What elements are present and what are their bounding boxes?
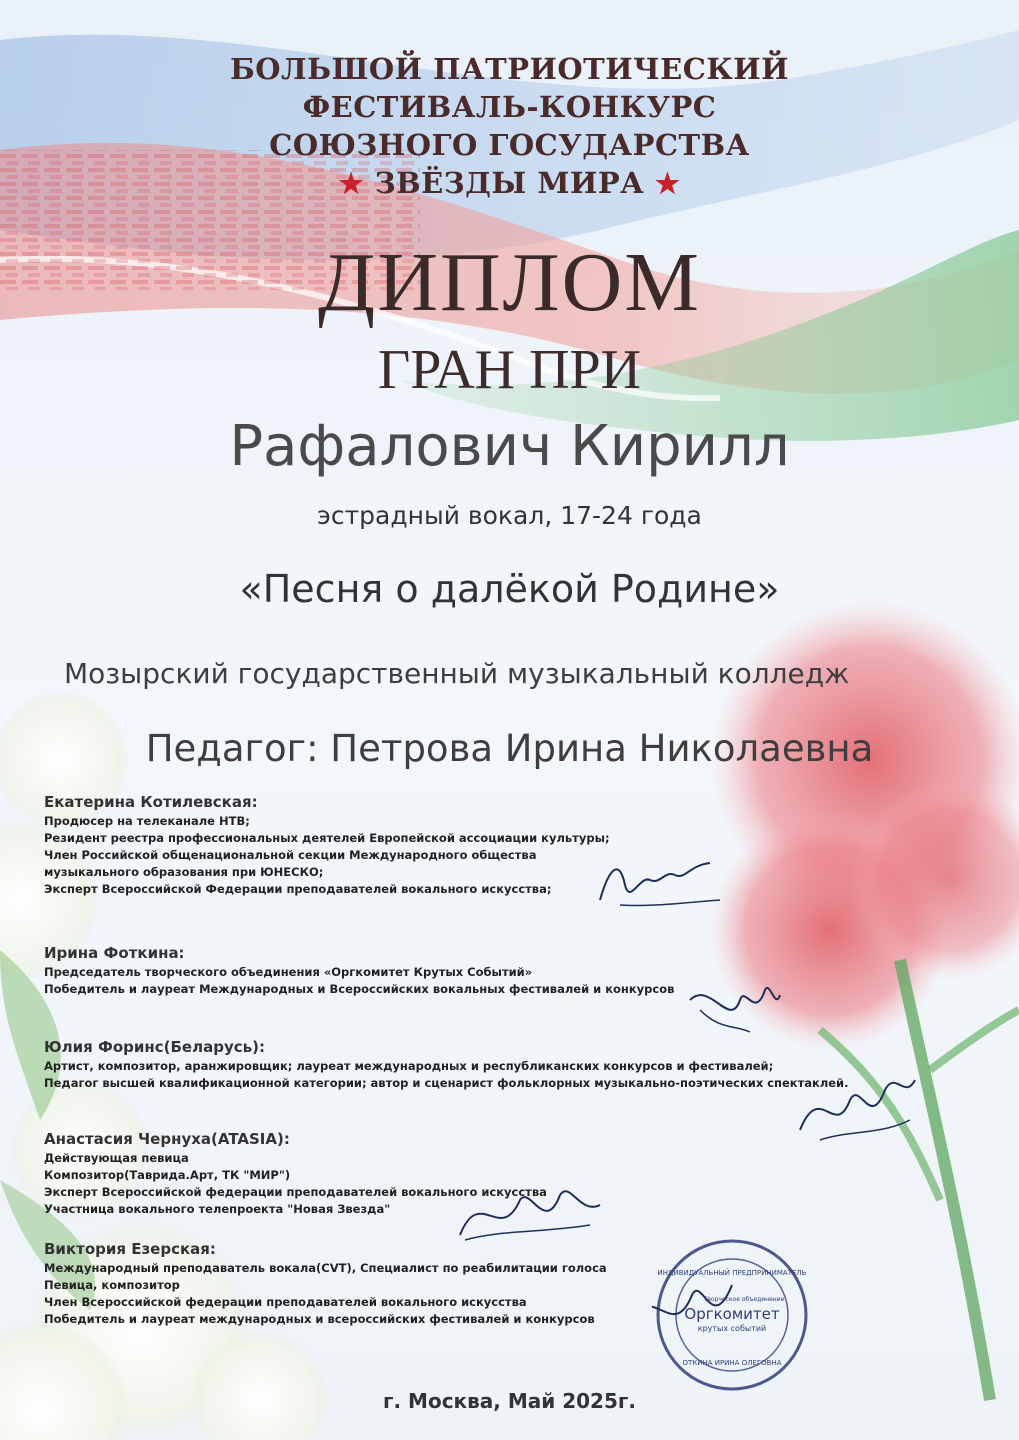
jury-name: Ирина Фоткина: [44,944,185,962]
jury-credential: Эксперт Всероссийской федерации преподавателей вокального искусства [44,1185,547,1199]
festival-line-3: СОЮЗНОГО ГОСУДАРСТВА [269,128,750,162]
stamp-small-text: Творческое объединение [703,1296,785,1303]
festival-line-4 [0,164,1019,203]
jury-name: Екатерина Котилевская: [44,793,258,811]
signature-kotilevskaya [590,845,730,915]
teacher-name: Педагог: Петрова Ирина Николаевна [145,727,874,770]
signature-chernukha [450,1175,610,1255]
star-icon: ★ [654,167,681,200]
festival-line-1: БОЛЬШОЙ ПАТРИОТИЧЕСКИЙ [229,52,790,86]
jury-credential: Победитель и лауреат Международных и Всероссийских вокальных фестивалей и конкурсов [44,982,675,996]
jury-credential: Эксперт Всероссийской Федерации преподавателей вокального искусства; [44,882,552,896]
song-title: «Песня о далёкой Родине» [239,567,780,611]
festival-line-2: ФЕСТИВАЛЬ-КОНКУРС [302,90,717,124]
jury-credential: Победитель и лауреат международных и всероссийских фестивалей и конкурсов [44,1312,595,1326]
jury-member [44,791,1004,898]
jury-credential: Член Российской общенациональной секции Международного общества [44,848,537,862]
jury-credential: Член Всероссийской федерации преподавателей вокального искусства [44,1295,527,1309]
signature-fotkina [680,970,790,1040]
jury-name: Анастасия Чернуха(ATASIA): [44,1130,290,1148]
stamp-ring-text: ИНДИВИДУАЛЬНЫЙ ПРЕДПРИНИМАТЕЛЬ [657,1269,807,1277]
jury-credential: Действующая певица [44,1151,189,1165]
jury-credential: Председатель творческого объединения «Оргкомитет Крутых Событий» [44,965,533,979]
star-icon: ★ [338,167,365,200]
festival-title [0,50,1019,203]
jury-credential: Резидент реестра профессиональных деятелей Европейской ассоциации культуры; [44,831,610,845]
award-title: ГРАН ПРИ [377,339,642,401]
stamp-center-line-1: Оргкомитет [684,1305,780,1323]
city-date: г. Москва, Май 2025г. [383,1389,636,1413]
jury-credential: Певица, композитор [44,1278,180,1292]
signature-forins [790,1060,920,1150]
jury-credential: Композитор(Таврида.Арт, ТК "МИР") [44,1168,291,1182]
jury-credential: Артист, композитор, аранжировщик; лауреат международных и республиканских конкурсов и фестивалей; [44,1059,774,1073]
stamp-ring-text-bottom: ОТКИНА ИРИНА ОЛЕГОВНА [682,1359,782,1367]
organizer-stamp [652,1235,812,1395]
jury-member [44,942,1004,998]
participant-name: Рафалович Кирилл [229,414,790,479]
diploma-title: ДИПЛОМ [318,236,701,329]
festival-name: ЗВЁЗДЫ МИРА [374,166,645,200]
jury-credential: Международный преподаватель вокала(CVT), Специалист по реабилитации голоса [44,1261,607,1275]
jury-name: Виктория Езерская: [44,1240,216,1258]
stamp-center-line-2: крутых событий [697,1324,767,1333]
jury-credential: Продюсер на телеканале НТВ; [44,814,250,828]
jury-credential: Педагог высшей квалификационной категории; автор и сценарист фольклорных музыкально-поэтических спектаклей. [44,1076,849,1090]
institution-name: Мозырский государственный музыкальный колледж [64,657,850,690]
nomination-category: эстрадный вокал, 17-24 года [317,501,702,530]
jury-name: Юлия Форинс(Беларусь): [44,1038,265,1056]
jury-credential: музыкального образования при ЮНЕСКО; [44,865,324,879]
jury-credential: Участница вокального телепроекта "Новая Звезда" [44,1202,391,1216]
